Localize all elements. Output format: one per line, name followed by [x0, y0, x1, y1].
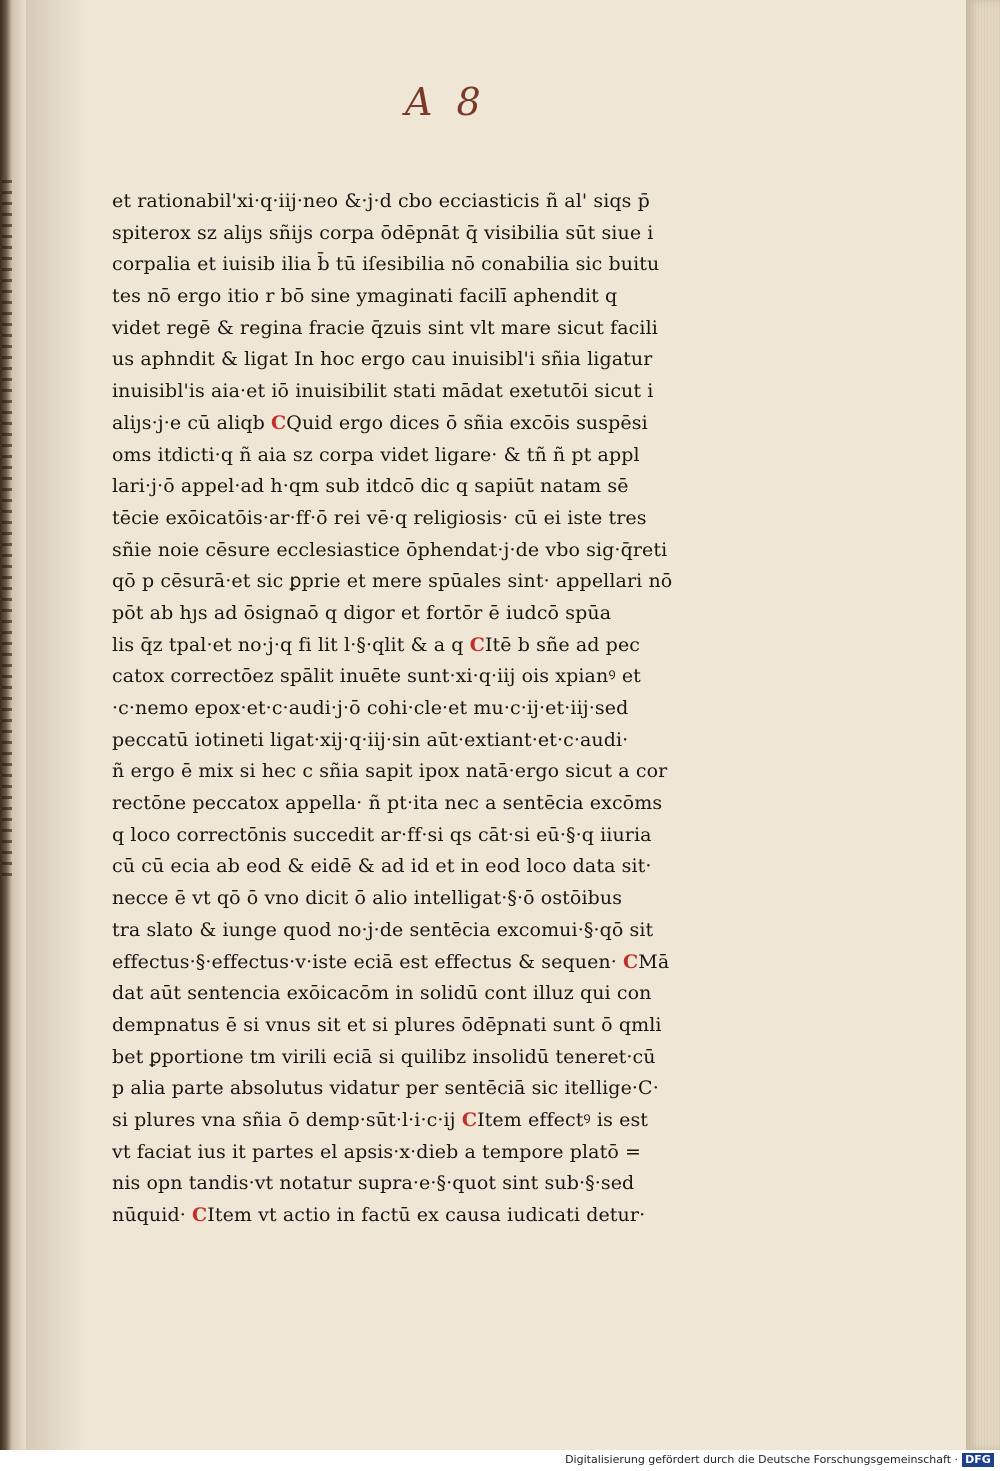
- text-line: p alia parte absolutus vidatur per sentēciā sic itellige·C·: [112, 1077, 659, 1100]
- text-line: oms itdicti·q ñ aia sz corpa videt ligare· & tñ ñ pt appl: [112, 443, 640, 466]
- dfg-logo: DFG: [962, 1453, 994, 1467]
- rubric-mark: C: [271, 411, 287, 434]
- text-line: aliȷs·j·e cū aliqb CQuid ergo dices ō sñia excōis suspēsi: [112, 411, 648, 434]
- text-line: cū cū ecia ab eod & eidē & ad id et in eod loco data sit·: [112, 855, 652, 878]
- rubric-mark: C: [192, 1204, 208, 1226]
- text-line: tes nō ergo itio r bō sine ymaginati facilī aphendit q: [112, 285, 618, 308]
- text-line: lis q̄z tpal·et no·j·q fi lit l·§·qlit & a q CItē b sñe ad pec: [112, 633, 641, 656]
- text-line: effectus·§·effectus·v·iste eciā est effectus & sequen· CMā: [112, 950, 670, 973]
- text-line: tra slato & iunge quod no·j·de sentēcia excomui·§·qō sit: [112, 918, 654, 941]
- text-line: spiterox sz aliȷs sñijs corpa ōdēpnāt q̄ visibilia sūt siue i: [112, 221, 654, 244]
- text-line: rectōne peccatox appella· ñ pt·ita nec a sentēcia excōms: [112, 792, 663, 815]
- rubric-mark: C: [461, 1108, 478, 1131]
- text-line: peccatū iotineti ligat·xij·q·iij·sin aūt·extiant·et·c·audi·: [112, 728, 629, 751]
- binding-edge: [0, 0, 26, 1450]
- rubric-mark: C: [623, 950, 639, 973]
- folio-mark: A 8: [405, 80, 487, 124]
- text-line: ñ ergo ē mix si hec c sñia sapit ipox natā·ergo sicut a cor: [112, 760, 668, 783]
- text-line: videt regē & regina fracie q̄zuis sint vlt mare sicut facili: [112, 316, 658, 339]
- text-line: dempnatus ē si vnus sit et si plures ōdēpnati sunt ō qmli: [112, 1013, 662, 1036]
- text-line: qō p cēsurā·et sic ꝑprie et mere spūales sint· appellari nō: [112, 570, 673, 593]
- text-line: corpalia et iuisib ilia b̄ tū iſesibilia nō conabilia sic buitu: [112, 253, 660, 276]
- gutter-shadow: [26, 0, 86, 1450]
- funding-credit: Digitalisierung gefördert durch die Deutsche Forschungsgemeinschaft ·: [565, 1453, 958, 1466]
- text-line: q loco correctōnis succedit ar·ff·si qs cāt·si eū·§·q iiuria: [112, 823, 652, 846]
- text-line: dat aūt sentencia exōicacōm in solidū cont illuz qui con: [112, 982, 652, 1005]
- text-line: vt faciat ius it partes el apsis·x·dieb a tempore platō =: [112, 1140, 642, 1163]
- text-line: catox correctōez spālit inuēte sunt·xi·q·iij ois xpianꝰ et: [112, 665, 641, 688]
- text-line: si plures vna sñia ō demp·sūt·l·i·c·ij CItem effectꝰ is est: [112, 1108, 649, 1131]
- text-line: sñie noie cēsure ecclesiastice ōphendat·j·de vbo sig·q̄reti: [112, 538, 668, 561]
- text-line: bet ꝑportione tm virili eciā si quilibz insolidū teneret·cū: [112, 1045, 656, 1068]
- rubric-mark: C: [469, 633, 485, 656]
- text-line: nūquid· CItem vt actio in factū ex causa iudicati detur·: [112, 1204, 646, 1226]
- text-line: tēcie exōicatōis·ar·ff·ō rei vē·q religiosis· cū ei iste tres: [112, 506, 647, 529]
- binding-stitches: [2, 180, 12, 880]
- text-line: nis opn tandis·vt notatur supra·e·§·quot sint sub·§·sed: [112, 1172, 635, 1195]
- text-line: inuisibl'is aia·et iō inuisibilit stati mādat exetutōi sicut i: [112, 380, 654, 403]
- text-line: et rationabil'xi·q·iij·neo &·j·d cbo ecciasticis ñ al' siqs p̄: [112, 190, 650, 212]
- text-line: pōt ab hȷs ad ōsignaō q digor et fortōr ē iudcō spūa: [112, 601, 612, 624]
- page-fore-edge: [966, 0, 1000, 1450]
- text-column: [112, 186, 712, 1232]
- digitization-footer: [0, 1450, 1000, 1471]
- text-line: necce ē vt qō ō vno dicit ō alio intelligat·§·ō ostōibus: [112, 887, 623, 910]
- text-line: lari·j·ō appel·ad h·qm sub itdcō dic q sapiūt natam sē: [112, 475, 629, 498]
- text-line: ·c·nemo epox·et·c·audi·j·ō cohi·cle·et mu·c·ij·et·iij·sed: [112, 697, 629, 719]
- text-line: us aphndit & ligat In hoc ergo cau inuisibl'i sñia ligatur: [112, 348, 653, 371]
